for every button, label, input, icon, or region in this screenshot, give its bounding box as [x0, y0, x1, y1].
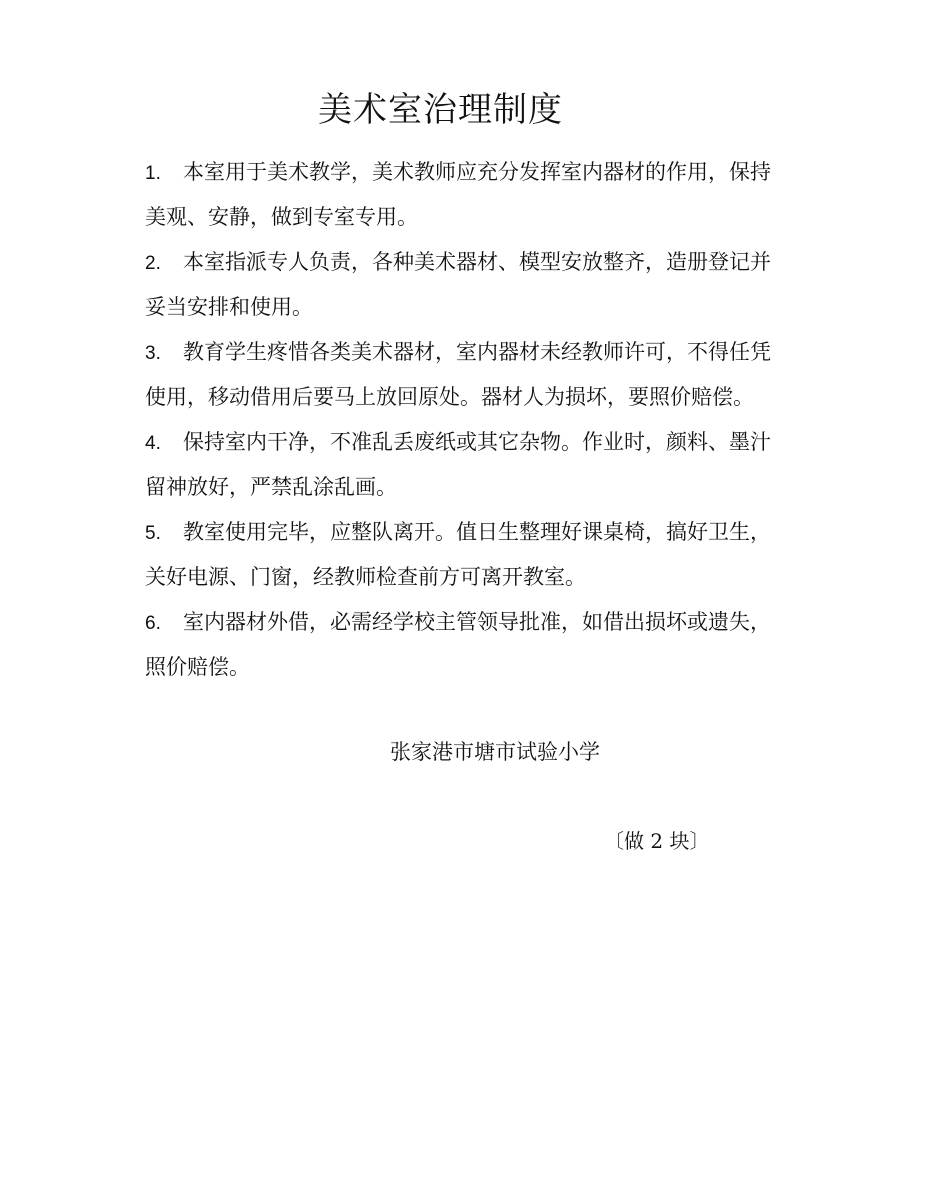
rule-text: 教育学生疼惜各类美术器材，室内器材未经教师许可，不得任凭	[183, 340, 771, 364]
rule-number: 1.	[145, 163, 161, 184]
rule-text: 本室用于美术教学，美术教师应充分发挥室内器材的作用，保持	[183, 160, 771, 184]
rule-first-line	[145, 420, 771, 465]
rule-continuation: 使用，移动借用后要马上放回原处。器材人为损坏，要照价赔偿。	[145, 385, 754, 409]
rule-number: 5.	[145, 523, 161, 544]
rule-text: 保持室内干净，不准乱丢废纸或其它杂物。作业时，颜料、墨汁	[183, 430, 771, 454]
rule-number: 3.	[145, 343, 161, 364]
list-item	[145, 240, 813, 330]
list-item	[145, 510, 813, 600]
rule-continuation: 照价赔偿。	[145, 655, 250, 679]
rule-first-line	[145, 240, 771, 285]
list-item	[145, 600, 813, 690]
rule-first-line	[145, 600, 771, 645]
list-item	[145, 420, 813, 510]
rules-list	[145, 150, 813, 690]
rule-first-line	[145, 510, 771, 555]
list-item	[145, 330, 813, 420]
list-item	[145, 150, 813, 240]
rule-number: 6.	[145, 613, 161, 634]
rule-first-line	[145, 150, 771, 195]
rule-first-line	[145, 330, 771, 375]
rule-continuation: 妥当安排和使用。	[145, 295, 313, 319]
rule-continuation: 关好电源、门窗，经教师检查前方可离开教室。	[145, 565, 586, 589]
school-name: 张家港市塘市试验小学	[390, 740, 600, 764]
page-title: 美术室治理制度	[318, 90, 563, 130]
rule-text: 本室指派专人负责，各种美术器材、模型安放整齐，造册登记并	[183, 250, 771, 274]
rule-number: 4.	[145, 433, 161, 454]
rule-number: 2.	[145, 253, 161, 274]
rule-continuation: 美观、安静，做到专室专用。	[145, 205, 418, 229]
rule-text: 教室使用完毕，应整队离开。值日生整理好课桌椅，搞好卫生，	[183, 520, 771, 544]
rule-text: 室内器材外借，必需经学校主管领导批准，如借出损坏或遗失，	[183, 610, 771, 634]
copy-note: 〔做 2 块〕	[604, 829, 710, 853]
rule-continuation: 留神放好，严禁乱涂乱画。	[145, 475, 397, 499]
